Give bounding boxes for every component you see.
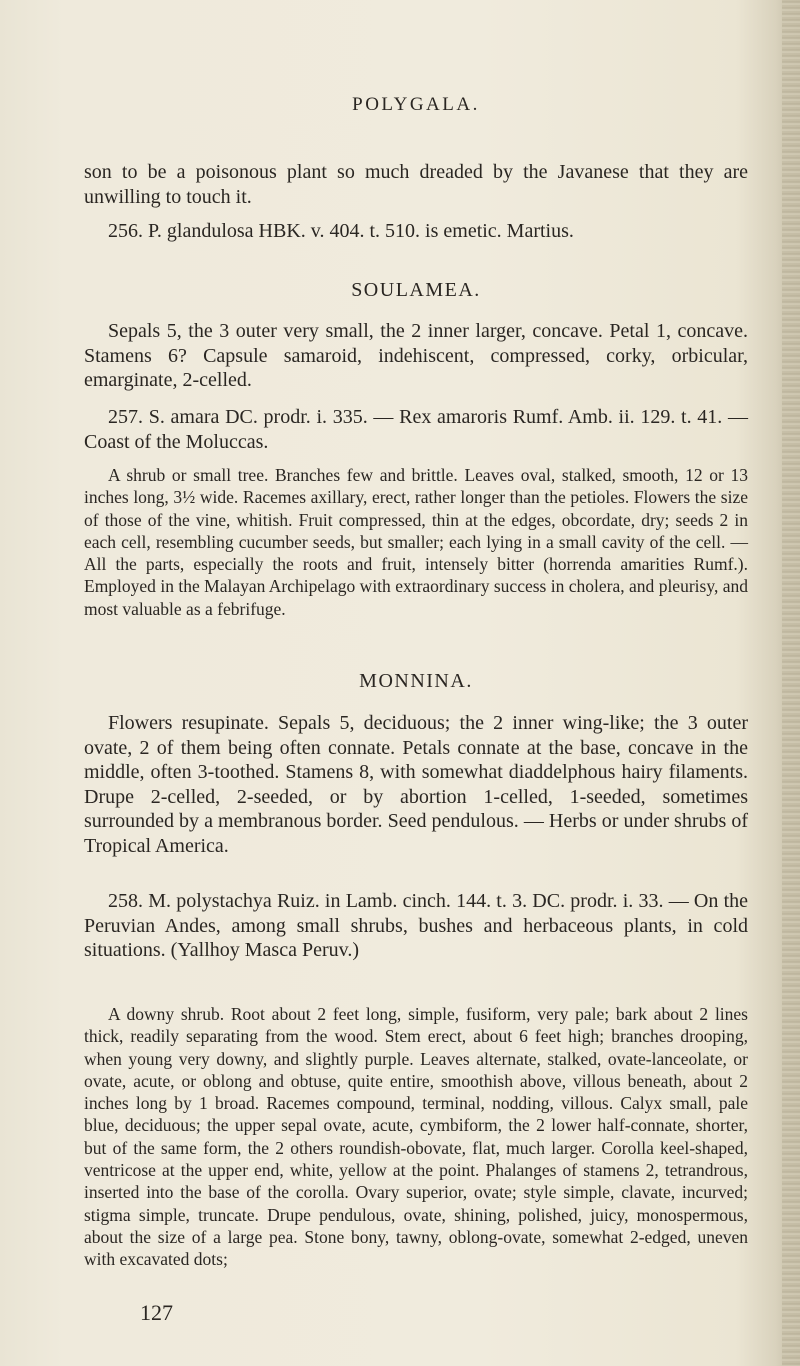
paragraph-8: A downy shrub. Root about 2 feet long, simple, fusiform, very pale; bark about 2 lines thick, readily separating from the wood. Stem erect, about 6 feet high; branches drooping, when young very downy, and slightly purple. Leaves alternate, stalked, ovate-lanceolate, or ovate, acute, or oblong and obtuse, quite entire, smoothish above, villous beneath, about 2 inches long by 1 broad. Racemes compound, terminal, nodding, villous. Calyx small, pale blue, deciduous; the upper sepal ovate, acute, cymbiform, the 2 lower half-connate, shorter, but of the same form, the 2 others roundish-obovate, flat, much larger. Corolla keel-shaped, ventricose at the upper end, white, yellow at the point. Phalanges of stamens 2, tetrandrous, inserted into the base of the corolla. Ovary superior, ovate; style simple, clavate, incurved; stigma simple, truncate. Drupe pendulous, ovate, shining, polished, juicy, monospermous, about the size of a large pea. Stone bony, tawny, oblong-ovate, somewhat 2-edged, uneven with excavated dots; [84,1004,748,1270]
paragraph-1: son to be a poisonous plant so much dreaded by the Javanese that they are unwilling to touch it. [84,161,748,208]
page-number: 127 [140,1300,173,1325]
paragraph-4: 257. S. amara DC. prodr. i. 335. — Rex amaroris Rumf. Amb. ii. 129. t. 41. — Coast of the Moluccas. [84,406,748,453]
paragraph-6: Flowers resupinate. Sepals 5, deciduous; the 2 inner wing-like; the 3 outer ovate, 2 of them being often connate. Petals connate at the base, concave in the middle, often 3-toothed. Stamens 8, with somewhat diaddelphous hairy filaments. Drupe 2-celled, 2-seeded, or by abortion 1-celled, 1-seeded, sometimes surrounded by a membranous border. Seed pendulous. — Herbs or under shrubs of Tropical America. [84,712,748,857]
paragraph-7: 258. M. polystachya Ruiz. in Lamb. cinch. 144. t. 3. DC. prodr. i. 33. — On the Peruvian Andes, among small shrubs, bushes and herbaceous plants, in cold situations. (Yallhoy Masca Peruv.) [84,890,748,961]
paragraph-2: 256. P. glandulosa HBK. v. 404. t. 510. is emetic. Martius. [108,220,574,242]
paragraph-3: Sepals 5, the 3 outer very small, the 2 inner larger, concave. Petal 1, concave. Stamens 6? Capsule samaroid, indehiscent, compressed, corky, orbicular, emarginate, 2-celled. [84,320,748,391]
genus-heading-soulamea: SOULAMEA. [351,279,481,301]
genus-heading-monnina: MONNINA. [359,670,473,692]
running-head: POLYGALA. [352,94,480,115]
paragraph-5: A shrub or small tree. Branches few and brittle. Leaves oval, stalked, smooth, 12 or 13 inches long, 3½ wide. Racemes axillary, erect, rather longer than the petioles. Flowers the size of those of the vine, whitish. Fruit compressed, thin at the edges, obcordate, dry; seeds 2 in each cell, resembling cucumber seeds, but smaller; each lying in a small cavity of the cell. — All the parts, especially the roots and fruit, intensely bitter (horrenda amarities Rumf.). Employed in the Malayan Archipelago with extraordinary success in cholera, and pleurisy, and most valuable as a febrifuge. [84,465,748,619]
book-spine-edge [782,0,800,1366]
